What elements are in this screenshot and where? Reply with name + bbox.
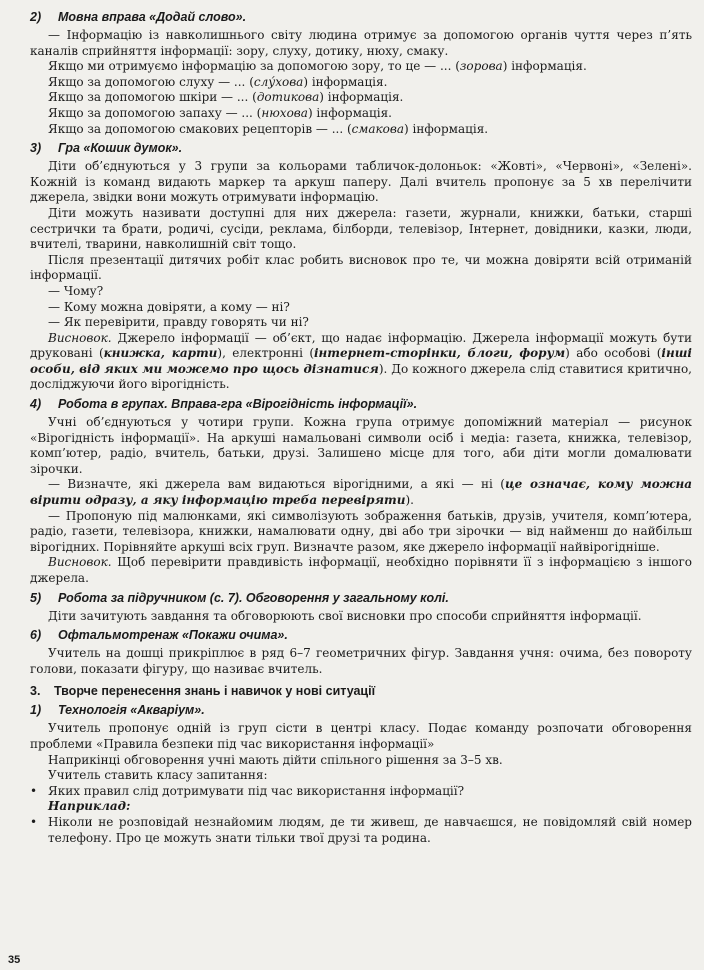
section-number: 5) bbox=[30, 590, 42, 605]
section-heading-aquarium bbox=[30, 703, 692, 718]
bullet-item: • Яких правил слід дотримувати під час використання інформації? bbox=[30, 783, 465, 798]
paragraph: Якщо за допомогою смакових рецепторів — ... (смакова) інформація. bbox=[48, 121, 489, 136]
section-number: 3. bbox=[30, 684, 41, 699]
paragraph: Якщо за допомогою запаху — ... (нюхова) інформація. bbox=[48, 105, 392, 120]
question-line: — Чому? bbox=[48, 283, 104, 298]
paragraph: Діти зачитують завдання та обговорюють свої висновки про способи сприйняття інформації. bbox=[48, 608, 642, 623]
page-number: 35 bbox=[8, 954, 21, 966]
bullet-icon: • bbox=[30, 783, 38, 798]
paragraph: Наприкінці обговорення учні мають дійти спільного рішення за 3–5 хв. bbox=[48, 752, 503, 767]
paragraph: Діти об’єднуються у 3 групи за кольорами табличок-долоньок: «Жовті», «Червоні», «Зелені». Кожній із команд видають маркер та аркуш паперу. Далі вчитель пропонує за 5 хв перелічити джерела, звідки вони можуть отримувати інформацію. bbox=[30, 159, 692, 205]
bullet-item: • Ніколи не розповідай незнайомим людям, де ти живеш, де навчаєшся, не повідомляй свій номер телефону. Про це можуть знати тільки твої друзі та родина. bbox=[30, 814, 692, 845]
bullet-icon: • bbox=[30, 814, 38, 829]
section-number: 4) bbox=[30, 397, 42, 412]
main-section-heading bbox=[30, 684, 692, 699]
paragraph: — Пропоную під малюнками, які символізують зображення батьків, друзів, учителя, комп’ютера, радіо, газети, телевізора, книжки, намалювати одну, дві або три зірочки — від найменш до найбільш вірогідних. Порівняйте аркуші всіх груп. Визначте разом, яке джерело інформації найвірогідніше. bbox=[30, 508, 692, 554]
section-title: Робота за підручником (с. 7). Обговорення у загальному колі. bbox=[58, 590, 449, 605]
section-number: 1) bbox=[30, 703, 42, 718]
paragraph: — Визначте, які джерела вам видаються вірогідними, а які — ні (це означає, кому можна вірити одразу, а яку інформацію треба перевіряти). bbox=[30, 477, 692, 508]
question-line: — Як перевірити, правду говорять чи ні? bbox=[48, 315, 309, 330]
section-number: 2) bbox=[30, 10, 42, 24]
section-title: Мовна вправа «Додай слово». bbox=[58, 10, 247, 24]
paragraph: Якщо за допомогою слуху — ... (слу́хова) інформація. bbox=[48, 74, 388, 89]
paragraph: Учитель пропонує одній із груп сісти в центрі класу. Подає команду розпочати обговорення проблеми «Правила безпеки під час використання інформації» bbox=[30, 721, 692, 751]
section-title: Офтальмотренаж «Покажи очима». bbox=[58, 628, 288, 643]
paragraph: Якщо за допомогою шкіри — ... (дотикова) інформація. bbox=[48, 90, 404, 105]
section-number: 6) bbox=[30, 628, 42, 643]
question-line: — Кому можна довіряти, а кому — ні? bbox=[48, 299, 290, 314]
paragraph: Учитель ставить класу запитання: bbox=[48, 768, 268, 783]
section-title: Творче перенесення знань і навичок у нові ситуації bbox=[54, 684, 376, 699]
paragraph: Учитель на дошці прикріплює в ряд 6–7 геометричних фігур. Завдання учня: очима, без повороту голови, показати фігуру, що називає вчитель. bbox=[30, 646, 692, 676]
paragraph: Якщо ми отримуємо інформацію за допомогою зору, то це — ... (зорова) інформація. bbox=[48, 59, 587, 74]
section-title: Гра «Кошик думок». bbox=[58, 141, 183, 156]
paragraph: — Інформацію із навколишнього світу людина отримує за допомогою органів чуття через п’ять каналів сприйняття інформації: зору, слуху, дотику, нюху, смаку. bbox=[30, 28, 692, 58]
section-heading-group-work bbox=[30, 397, 692, 412]
paragraph: Учні об’єднуються у чотири групи. Кожна група отримує допоміжний матеріал — рисунок «Вірогідність інформації». На аркуші намальовані символи осіб і медіа: газета, книжка, телевізор, комп’ютер, радіо, вчитель, батьки, друзі. Залишено місце для того, аби діти могли домалювати зірочки. bbox=[30, 415, 692, 476]
example-label: Наприклад: bbox=[48, 799, 131, 814]
section-title: Технологія «Акваріум». bbox=[58, 703, 205, 718]
section-heading-thought-basket bbox=[30, 141, 692, 156]
section-heading-word-game bbox=[30, 10, 692, 25]
section-heading-textbook bbox=[30, 591, 692, 606]
conclusion-paragraph: Висновок. Щоб перевірити правдивість інформації, необхідно порівняти її з інформацією з іншого джерела. bbox=[30, 555, 692, 585]
section-title: Робота в групах. Вправа-гра «Вірогідність інформації». bbox=[58, 397, 418, 412]
paragraph: Після презентації дитячих робіт клас робить висновок про те, чи можна довіряти всій отриманій інформації. bbox=[30, 252, 692, 283]
section-number: 3) bbox=[30, 141, 42, 156]
section-heading-eye-training bbox=[30, 628, 692, 643]
paragraph: Діти можуть називати доступні для них джерела: газети, журнали, книжки, батьки, старші сестрички та брати, родичі, сусіди, реклама, білборди, телевізор, Інтернет, довідники, казки, люди, вчителі, тварини, навколишній світ тощо. bbox=[30, 205, 692, 252]
conclusion-paragraph: Висновок. Джерело інформації — об’єкт, що надає інформацію. Джерела інформації можуть бути друковані (книжка, карти), електронні (інтернет-сторінки, блоги, форум) або особові (інші особи, від яких ми можемо про щось дізнатися). До кожного джерела слід ставитися критично, досліджуючи його вірогідність. bbox=[30, 330, 692, 392]
